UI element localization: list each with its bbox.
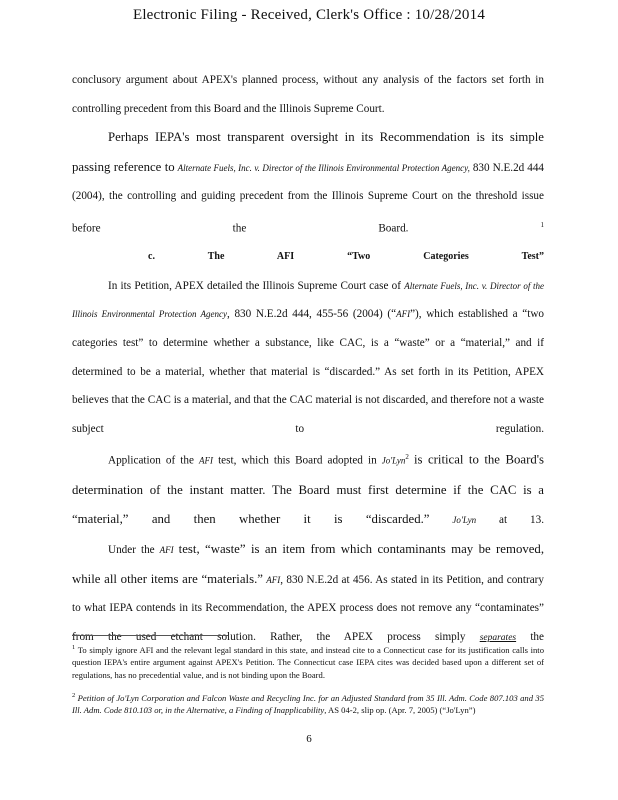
- footnote-ref-2: 2: [405, 453, 409, 462]
- paragraph-perhaps: Perhaps IEPA's most transparent oversight in its Recommendation is its simple passing reference to Alternate Fuels, Inc. v. Director of the Illinois Environmental Protection Agency, 830 N.E.2d 444 (2004), the controlling and guiding precedent from the Illinois Supreme Court on the threshold issue before the Board. $^1$: [72, 130, 545, 235]
- case-citation: Alternate Fuels, Inc. v. Director of the Illinois Environmental Protection Agency: [72, 280, 544, 320]
- paragraph-conclusory: conclusory argument about APEX's planned process, without any analysis of the factors set forth in controlling precedent from this Board and the Illinois Supreme Court.: [72, 74, 544, 115]
- case-citation: Alternate Fuels, Inc. v. Director of the Illinois Environmental Protection Agency,: [177, 162, 470, 173]
- body-text: [72, 66, 544, 652]
- footnote-1: $^1$ To simply ignore AFI and the relevant legal standard in this state, and instead cite to a Connecticut case for its justification calls into question IEPA's entire argument against APEX's Petition. The Connecticut case IEPA cites was decided based upon a different set of regulations, has no precedential value, and is not binding upon the Board.: [72, 644, 544, 681]
- page-header: Electronic Filing - Received, Clerk's Office : 10/28/2014: [132, 7, 486, 23]
- footnote-ref-1: 1: [540, 220, 545, 229]
- footnote-2: $^2$ Petition of Jo'Lyn Corporation and Falcon Waste and Recycling Inc. for an Adjusted Standard from 35 Ill. Adm. Code 807.103 and 35 Ill. Adm. Code 810.103 or, in the Alternative, a Finding of Inapplicability, AS 04-2, slip op. (Apr. 7, 2005) (“Jo'Lyn”): [72, 691, 545, 716]
- section-heading: c. The AFI “Two Categories Test”: [148, 251, 544, 263]
- paragraph-application: Application of the AFI test, which this Board adopted in Jo'Lyn$^2$ is critical to the Board's determination of the instant matter. The Board must first determine if the CAC is a “material,” and then whether it is “discarded.” Jo'Lyn at 13.: [72, 453, 545, 527]
- page-number: 6: [306, 733, 312, 745]
- footnotes: [72, 642, 544, 725]
- paragraph-petition: In its Petition, APEX detailed the Illinois Supreme Court case of Alternate Fuels, Inc. v. Director of the Illinois Environmental Protection Agency, 830 N.E.2d 444, 455-56 (2004) (“AFI”), which established a “two categories test” to determine whether a substance, like CAC, is a “waste” or a “material,” and if determined to be a material, whether that material is “discarded.” As set forth in its Petition, APEX believes that the CAC is a material, and that the CAC material is not discarded, and therefore not a waste subject to regulation.: [72, 279, 544, 435]
- footnote-divider: [72, 635, 228, 636]
- paragraph-under-afi: Under the AFI test, “waste” is an item from which contaminants may be removed, while all other items are “materials.” AFI, 830 N.E.2d at 456. As stated in its Petition, and contrary to what IEPA contends in its Recommendation, the APEX process does not remove any “contaminates” from the used etchant solution. Rather, the APEX process simply separates the: [72, 541, 545, 643]
